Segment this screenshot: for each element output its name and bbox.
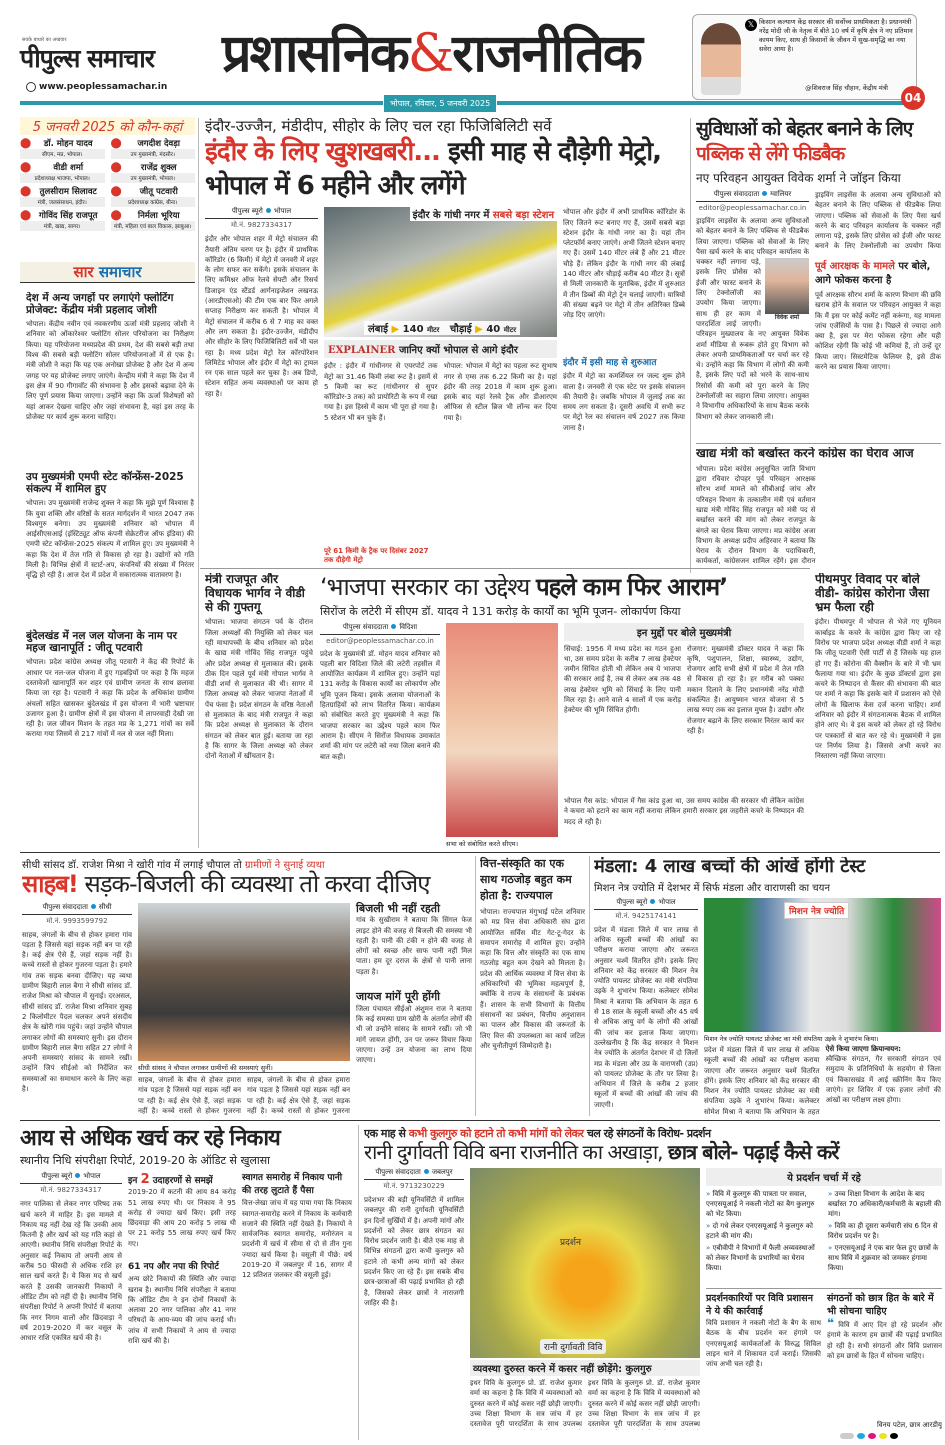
- mandla-right: [704, 898, 941, 1117]
- double-arrow-icon: »: [828, 1222, 833, 1230]
- nikay-story: पीपुल्स ब्यूरो भोपाल मो.नं. 9827334317 नगर पालिका से लेकर नगर परिषद तक खर्च करने में माहिर हैं। इस मामले में निकाय यह नहीं देख रहे कि उनकी आय कितनी है और खर्च को यह गति कहां से आएगी। स्थानीय निधि संपरीक्षा रिपोर्ट के अनुसार कई निकाय तो अपनी आय से करीब 50 फीसदी से अधिक राशि हर साल खर्च करते हैं। ये किस मद से खर्च करते हैं उसकी जानकारी निकायों ने ऑडिट टीम को नहीं दी है। स्थानीय निधि संपरीक्षा रिपोर्ट ने अपनी रिपोर्ट में बताया कि नगर निगम वालों और छिंदवाड़ा ने वर्ष 2019-2020 में कर वसूल के आधार राशि एकत्रित खर्च की है।: [20, 1172, 122, 1343]
- who-where-item: ⬤ गोविंद सिंह राजपूत मंत्री, खाद्य, सागर।: [20, 210, 105, 231]
- mandla-article: [594, 857, 941, 1117]
- mandla-headline: मंडला: 4 लाख बच्चों की आंखें होंगी टेस्ट: [594, 857, 866, 877]
- double-arrow-icon: »: [828, 1244, 833, 1252]
- who-where-item: ⬤ वीडी शर्मा प्रदेशाध्यक्ष भाजपा, भोपाल।: [20, 162, 105, 183]
- quote-text: किसान कल्याण केंद्र सरकार की सर्वोच्च प्राथमिकता है। प्रधानमंत्री नरेंद्र मोदी जी के नेतृत्व में बीते 10 वर्ष में कृषि क्षेत्र ने नए प्रतिमान कायम किए, साथ ही किसानों के जीवन में सुख-समृद्धि का नया सवेरा आया है।: [759, 18, 913, 53]
- who-where-item: ⬤ राजेंद्र शुक्ल उप मुख्यमंत्री, भोपाल।: [111, 162, 196, 183]
- commissioner-figure: [765, 258, 809, 322]
- khadya-headline: खाद्य मंत्री को बर्खास्त करने कांग्रेस का घेराव आज: [696, 447, 914, 460]
- protest-list-title: ये प्रदर्शन चर्चा में रहे: [706, 1168, 942, 1186]
- location-pin-icon: ⬤: [110, 162, 122, 173]
- explainer-banner: EXPLAINER जानिए क्यों भोपाल से आगे इंदौर: [324, 340, 557, 358]
- sidhi-kicker: सीधी सांसद डॉ. राजेश मिश्रा ने खोरी गांव में लगाई चौपाल तो ग्रामीणों ने सुनाई व्यथा: [22, 860, 325, 871]
- globe-icon: [26, 82, 36, 92]
- metro-story: पीपुल्स ब्यूरो भोपाल मो.नं. 9827334317 इंदौर और भोपाल शहर में मेट्रो संचालन की तैयारी अंतिम चरण पर है। इंदौर में प्राथमिक कॉरिडोर (6 किमी) में मेट्रो में जनवरी में शहर के लोग सफर कर सकेंगे। इसके संचालन के लिए कमिश्नर ऑफ रेलवे सेफ्टी और रिसर्च डिजाइन एंड स्टैंडर्ड आर्गनाइजेशन लखनऊ (आरडीएसओ) की टीम एक बार फिर अगले सप्ताह निरीक्षण कर सकती है। भोपाल में मेट्रो संचालन में करीब 6 से 7 माह का वक्त और लग सकता है। इंदौर-उज्जैन, मंडीदीप और सीहोर के लिए फिजिबिलिटी सर्वे भी चल रहा है। मध्य प्रदेश मेट्रो रेल कॉरपोरेशन लिमिटेड भोपाल और इंदौर में मेट्रो का ट्रायल रन एक साल पहले कर चुका है। अब डिपो, स्टेशन सहित अन्य व्यवस्थाओं पर काम हो रहा है।: [205, 207, 318, 398]
- pithampur-story: पीथमपुर विवाद पर बोले वीडी- कांग्रेस कोरोना जैसा भ्रम फैला रही इंदौर। पीथमपुर में भोपाल से भेजे गए यूनियन कार्बाइड के कचरे के कांग्रेस द्वारा किए जा रहे विरोध पर भाजपा प्रदेश अध्यक्ष वीडी शर्मा ने कहा कि जीतू पटवारी ऐसी पार्टी से हैं जिसके यह हाल हो गए हैं। कोरोना की वैक्सीन के बारे में भी भ्रम फैलाया गया था। इंदौर के कुछ डॉक्टर्स द्वारा इस कचरे के निष्पादन से कैंसर की संभावना की बात पर शर्मा ने कहा कि इसके बारे में प्रशासन को ऐसे लोगों के खिलाफ केस दर्ज करना चाहिए। शर्मा शनिवार को इंदौर में संगठनात्मक बैठक में शामिल होने आए थे। वे इस कचरे को लेकर हो रहे विरोध पर पत्रकारों से बात कर रहे थे। मुख्यमंत्री ने इस पर निर्णय लिया है। जिससे अभी कचरे का निस्तारण नहीं किया जाएगा।: [815, 573, 941, 761]
- vc-quote-columns: इधर विवि के कुलगुरु प्रो. डॉ. राजेश कुमार वर्मा का कहना है कि विवि में व्यवस्थाओं को दुरुस्त करने में कोई कसर नहीं छोड़ी जाएगी। उच्च शिक्षा विभाग के सत्र जांच में हर दस्तावेज पूरी पारदर्शिता के साथ उपलब्ध इधर विवि के कुलगुरु प्रो. डॉ. राजेश कुमार वर्मा का कहना है कि विवि में व्यवस्थाओं को दुरुस्त करने में कोई कसर नहीं छोड़ी जाएगी। उच्च शिक्षा विभाग के सत्र जांच में हर दस्तावेज पूरी पारदर्शिता के साथ उपलब्ध: [470, 1379, 700, 1429]
- rdvv-headline: रानी दुर्गावती विवि बना राजनीति का अखाड़ा, छात्र बोले- पढ़ाई कैसे करें: [364, 1140, 839, 1164]
- mandla-sub: मिशन नेत्र ज्योति में देशभर में सिर्फ मंडला और वाराणसी का चयन: [594, 882, 831, 894]
- story-deputy-cm: उप मुख्यमंत्री एमपी स्टेट कॉन्फ्रेंस-2025 संकल्प में शामिल हुए भोपाल। उप मुख्यमंत्री राजेन्द्र शुक्ल ने कहा कि मुझे पूर्ण विश्वास है कि युवा शक्ति और वरिष्ठों के सतत मार्गदर्शन में भारत 2047 तक विश्वगुरु बनेगा। उप मुख्यमंत्री शनिवार को भोपाल में आईसीएसआई (इंस्टिट्यूट ऑफ कंपनी सेक्रेटरीज ऑफ इंडिया) की एमपी स्टेट कॉन्फ्रेंस-2025 संकल्प में शामिल हुए। उप मुख्यमंत्री ने कहा कि देश में तेज गति से विकास हो रहा है। उद्योगों को गति मिली है। विभिन्न क्षेत्रों में स्टार्ट-अप, कंपनियों की संख्या में निरंतर वृद्धि हो रही है। आज देश में प्रदेश में सकारात्मक वातावरण है।: [26, 471, 194, 580]
- quote-mark-icon: ❝: [827, 1318, 835, 1330]
- nikay-examples: इन 2 उदाहरणों से समझें 2019-20 में कटनी की आय 84 करोड़ 51 लाख रुपए थी। पर निकाय ने 95 करोड़ से ज्यादा खर्च किए। इसी तरह छिंदवाड़ा की आय 20 करोड़ 5 लाख थी पर 21 करोड़ 55 लाख रुपए खर्च किए गए। 61 नप और नपा की रिपोर्ट अन्य छोटे निकायों की स्थिति और ज्यादा खराब है। स्थानीय निधि संपरीक्षा ने बताया कि ऑडिट टीम ने इन दोनों निकायों के अलावा 20 नगर पालिका और 41 नगर परिषदों के आय-व्यय की जांच कराई थी। जांच में सभी निकायों ने आय से ज्यादा राशि खर्च की है।: [128, 1172, 236, 1346]
- location-pin-icon: ⬤: [110, 210, 122, 221]
- mandla-story: पीपुल्स ब्यूरो भोपाल मो.नं. 9425174141 प्रदेश में मंडला जिले में चार लाख से अधिक स्कूली बच्चों की आंखों का परीक्षण कराया जाएगा और जरूरत अनुसार चश्में वितरित होंगे। इसके लिए शनिवार को केंद्र सरकार की मिशन नेत्र ज्योति पायलट प्रोजेक्ट का मंत्री संपतिया उइके ने शुभारंभ किया। कलेक्टर सोमेश मिश्रा ने बताया कि अभियान के तहत 6 से 18 साल के स्कूली बच्चों और 45 वर्ष से अधिक आयु वर्ग के लोगों की आंखों की जांच कर इलाज किया जाएगा। उल्लेखनीय है कि केंद्र सरकार ने मिशन नेत्र ज्योति के अंतर्गत देशभर में दो जिलों मप्र के मंडला और उप्र के वाराणसी (उप्र) को पायलट प्रोजेक्ट के तौर पर लिया है। अभियान में जिले के करीब 2 हजार स्कूलों में बच्चों की आंखों की जांच की जाएगी।: [594, 897, 698, 1109]
- metro-dimensions: लंबाई ▶ 140 मीटर चौड़ाई ▶ 40 मीटर: [364, 321, 520, 335]
- who-where-title: 5 जनवरी 2025 को कौन-कहां: [20, 117, 195, 135]
- who-where-item: ⬤ जगदीश देवड़ा उप मुख्यमंत्री, मंदसौर।: [111, 138, 196, 159]
- protest-list-item: » विवि का ही दूसरा कर्मचारी संघ 6 दिन से विरोध प्रदर्शन पर है।: [828, 1222, 938, 1240]
- metro-headline: इंदौर के लिए खुशखबरी... इसी माह से दौड़ेगी मेट्रो, भोपाल में 6 महीने और लगेंगे: [205, 137, 661, 202]
- issues-title: इन मुद्दों पर बोले मुख्यमंत्री: [564, 623, 804, 641]
- double-arrow-icon: »: [706, 1244, 711, 1252]
- bjp-sub: सिरोंज के लटेरी में सीएम डॉ. यादव ने 131 करोड़ के कार्यों का भूमि पूजन- लोकार्पण किया: [320, 604, 681, 618]
- bjp-article: [320, 574, 810, 848]
- left-column-stories: [26, 292, 194, 848]
- mandla-col2: प्रदेश में मंडला जिले में चार लाख से अधिक स्कूली बच्चों की आंखों का परीक्षण कराया जाएगा और जरूरत अनुसार चश्में वितरित होंगे। इसके लिए शनिवार को केंद्र सरकार की मिशन नेत्र ज्योति पायलट प्रोजेक्ट का मंत्री संपतिया उइके ने शुभारंभ किया। कलेक्टर सोमेश मिश्रा ने बताया कि अभियान के तहत: [704, 1046, 820, 1116]
- commissioner-caption: विवेक शर्मा: [774, 314, 800, 321]
- section-title: प्रशासनिक & राजनीतिक: [222, 24, 641, 84]
- bjp-headline: ‘भाजपा सरकार का उद्देश्य पहले काम फिर आराम’: [320, 574, 728, 601]
- metro-note: पूरे 61 किमी के ट्रैक पर दिसंबर 2027 तक दौड़ेगी मेट्रो: [324, 547, 429, 564]
- cm-photo: [446, 623, 558, 837]
- protest-list-item: » उच्च शिक्षा विभाग के आदेश के बाद बर्खास्त 70 अधिकारी/कर्मचारी के बहाली की मांग।: [828, 1190, 942, 1218]
- mission-banner: मिशन नेत्र ज्योति: [784, 902, 849, 919]
- location-pin-icon: ⬤: [110, 138, 122, 149]
- cartoon-tag: प्रदर्शन: [560, 1237, 582, 1248]
- protest-list-item: » दो गधे लेकर एनएसयूआई ने कुलगुरु को हटाने की मांग की।: [706, 1222, 813, 1240]
- who-where-item: ⬤ तुलसीराम सिलावट मंत्री, जलसंसाधन, इंदौर।: [20, 186, 105, 207]
- rajput-story: मंत्री राजपूत और विधायक भार्गव ने वीडी से की गुफ्तगू भोपाल। भाजपा संगठन पर्व के दौरान जिला अध्यक्षों की नियुक्ति को लेकर चल रही माथापच्ची के बीच शनिवार को प्रदेश के खाद्य मंत्री गोविंद सिंह राजपूत पहुंचे और प्रदेश अध्यक्ष से मुलाकात की। इसके ठीक दिन पहले पूर्व मंत्री गोपाल भार्गव ने वीडी शर्मा से मुलाकात की थी। सागर में जिला अध्यक्ष को लेकर भाजपा नेताओं में पेंच फंसा है। प्रदेश संगठन के वरिष्ठ नेताओं से मुलाकात के बाद मंत्री राजपूत ने कहा कि प्रदेश अध्यक्ष से मुलाकात के दौरान संगठन को लेकर बात हुई। बताया जा रहा है कि सागर के जिला अध्यक्ष को लेकर दोनों नेताओं में खींचतान है।: [205, 573, 313, 761]
- location-pin-icon: ⬤: [20, 162, 32, 173]
- location-pin-icon: ⬤: [20, 138, 32, 149]
- quote-author: @शिवराज सिंह चौहान, केंद्रीय मंत्री: [805, 84, 888, 92]
- sidhi-headline: साहब! सड़क-बिजली की व्यवस्था तो करवा दीजिए: [22, 870, 430, 898]
- issues-columns: सिंचाई: 1956 में मध्य प्रदेश का गठन हुआ था, उस समय प्रदेश के करीब 7 लाख हेक्टेयर जमीन सिंचित होती थी लेकिन अब ये भाजपा की सरकार आई है, तब से लेकर अब तक 48 लाख हेक्टेयर भूमि को सिंचाई के लिए पानी मिल रहा है। आने वाले 4 सालों में एक करोड़ हेक्टेयर की भूमि सिंचित होगी। रोजगार: मुख्यमंत्री डॉक्टर यादव ने कहा कि कृषि, पशुपालन, शिक्षा, स्वास्थ्य, उद्योग, रोजगार आदि सभी क्षेत्रों में प्रदेश में तेज गति से विकास हो रहा है। हर गरीब को पक्का मकान दिलाने के लिए प्रधानमंत्री नरेंद्र मोदी संकल्पित हैं। आयुष्मान भारत योजना से 5 लाख रुपए तक का इलाज मुफ्त है। उद्योग और रोजगार बढ़ाने के लिए सरकार निरंतर कार्य कर रही है।: [564, 644, 804, 735]
- sidhi-story: पीपुल्स संवाददाता सीधी मो.नं. 9993599792 साहब, जंगलों के बीच से होकर हमारा गांव पड़ता है जिससे यहां सड़क नहीं बन पा रही है। कई क्षेत्र ऐसे हैं, जहां सड़क नहीं है। कच्चे रास्तों से होकर गुजरना पड़ता है। हमारे गांव तक सड़क बनवा दीजिए। यह व्यथा ग्रामीण बिहारी लाल बैगा ने सीधी सांसद डॉ. राजेश मिश्रा को चौपाल में सुनाई। दरअसल, सीधी सांसद डॉ. राजेश मिश्रा शनिवार सुबह 2 किलोमीटर पैदल चलकर अपने संसदीय क्षेत्र के खोरी गांव पहुंचे। जहां उन्होंने चौपाल लगाकर लोगों की समस्याएं सुनी। इस दौरान ग्रामीण बिहारी लाल बैगा सहित 27 लोगों ने अपनी समस्याएं सांसद के सामने रखीं। उन्होंने जिपं सीईओ को निर्देशित कर समस्याओं का समाधान करने के लिए कहा है।: [22, 902, 132, 1094]
- sidhi-columns: साहब, जंगलों के बीच से होकर हमारा गांव पड़ता है जिससे यहां सड़क नहीं बन पा रही है। कई क्षेत्र ऐसे हैं, जहां सड़क नहीं है। कच्चे रास्तों से होकर गुजरना साहब, जंगलों के बीच से होकर हमारा गांव पड़ता है जिससे यहां सड़क नहीं बन पा रही है। कई क्षेत्र ऐसे हैं, जहां सड़क नहीं है। कच्चे रास्तों से होकर गुजरना: [138, 1076, 350, 1115]
- double-arrow-icon: »: [706, 1222, 711, 1230]
- metro-center: [324, 207, 557, 565]
- feedback-headline: सुविधाओं को बेहतर बनाने के लिए पब्लिक से लेंगे फीडबैक: [696, 118, 913, 165]
- story-nal-jal: बुंदेलखंड में नल जल योजना के नाम पर महज खानापूर्ति : जीतू पटवारी भोपाल। प्रदेश कांग्रेस अध्यक्ष जीतू पटवारी ने केंद्र की रिपोर्ट के आधार पर नल-जल योजना में हुए गड़बड़ियों पर कहा है कि महज दस्तावेजों खानापूर्ति कर शहर एवं ग्रामीण जनता के साथ छलावा किया जा रहा है। पटवारी ने कहा कि प्रदेश के अधिकांश ग्रामीण अंचलों सहित खासकर बुंदेलखंड में इस योजना में भारी भ्रष्टाचार उजागर हुआ है। ग्रामीण क्षेत्रों में इस योजना में लापरवाही देखी जा रही है। जल जीवन मिशन के तहत मप्र के 1,271 गांवों का सर्वे कराया गया जिसमें से 217 गांवों में नल से जल नहीं मिला।: [26, 630, 194, 739]
- double-arrow-icon: »: [828, 1190, 833, 1198]
- location-pin-icon: ⬤: [110, 186, 122, 197]
- sidhi-article: [22, 857, 472, 1117]
- cm-figure: [446, 623, 558, 848]
- who-where-list: [20, 138, 195, 231]
- cm-photo-caption: सभा को संबोधित करते सीएम।: [446, 840, 519, 848]
- nikay-welcome: स्वागत समारोह में निकाय पानी की तरह लुटाते हैं पैसा वित्त-लेखा जांच में यह पाया गया कि निकाय स्वागत-समारोह करने में निकाय के कर्मचारी सजाने की स्थिति नहीं देखते हैं। निकायों ने सार्वजनिक स्वागत समारोह, मनोरंजन व प्रदर्शनी में खर्च में सीमा से दो से तीन गुना ज्यादा खर्च किया है। वसूली में पीछे: वर्ष 2019-20 में जबलपुर में 16, सागर में 12 प्रतिशत जलकर की वसूली हुई।: [242, 1173, 352, 1280]
- sidhi-center: [138, 903, 350, 1117]
- quote-box: [692, 14, 917, 100]
- khadya-article: [696, 447, 941, 565]
- protest-list-item: » एबीवीपी ने विभागों में फैली अव्यवस्थाओं को लेकर विभागों के प्रभारियों का घेराव किया।: [706, 1244, 815, 1272]
- feedback-article: [696, 117, 941, 439]
- metro-train-photo: [324, 207, 557, 337]
- tagline: सवके बाधारे का अखवार: [22, 37, 67, 43]
- student-quote: संगठनों को छात्र हित के बारे में भी सोचना चाहिए ❝ विवि में आए दिन हो रहे प्रदर्शन और हंगामे के कारण हम छात्रों की पढ़ाई प्रभावित हो रही है। सभी संगठनों और विवि प्रशासन को हम छात्रों के हित में सोचना चाहिए। विनय पटेल, छात्र आरडीयू: [827, 1293, 942, 1429]
- mission-photo: [704, 898, 941, 1032]
- chaupal-photo: [138, 903, 350, 1061]
- who-where-item: ⬤ जीतू पटवारी प्रदेशाध्यक्ष कांग्रेस, बीना।: [111, 186, 196, 207]
- rajyapal-story: वित्त-संस्कृति का एक साथ गठजोड़ बहुत कम होता है: राज्यपाल भोपाल। राज्यपाल मंगुभाई पटेल शनिवार को मप्र वित्त सेवा अधिकारी संघ द्वारा आयोजित सर्विस मीट गेट-टू-गेदर के समापन समारोह में शामिल हुए। उन्होंने कहा कि वित्त और संस्कृति का एक साथ गठजोड़ बहुत कम देखने को मिलता है। प्रदेश की आर्थिक व्यवस्था में वित्त सेवा के अधिकारियों की भूमिका महत्वपूर्ण है, क्योंकि वे राज्य के संसाधनों के प्रबंधक हैं। शासन के सभी विभागों के वित्तीय संसाधनों का प्रबंधन, वित्तीय अनुशासन का पालन और विकास की जरूरतों के लिए वित्त की उपलब्धता का कार्य जटिल और चुनौतीपूर्ण जिम्मेदारी है।: [480, 857, 585, 1050]
- who-where-item: ⬤ निर्मला भूरिया मंत्री, महिला एवं बाल विकास, झाबुआ।: [111, 210, 196, 231]
- cartoon-label: रानी दुर्गावती विवि: [540, 1339, 606, 1354]
- bjp-story: पीपुल्स संवाददाता विदिशा editor@peoplessamachar.co.in प्रदेश के मुख्यमंत्री डॉ. मोहन यादव शनिवार को पहली बार विदिशा जिले की लटेरी तहसील में आयोजित कार्यक्रम में शामिल हुए। उन्होंने यहां 131 करोड़ के विकास कार्यों का लोकार्पण और भूमि पूजन किया। इसके अलावा योजनाओं के हितग्राहियों को लाभ वितरित किया। कार्यक्रम को संबोधित करते हुए मुख्यमंत्री ने कहा कि भाजपा सरकार का उद्देश्य पहले काम फिर आराम है। सीएम ने सिरोंज विधायक उमाकांत शर्मा की मांग पर लटेरी को नया जिला बनाने की बात कही।: [320, 622, 440, 761]
- rdvv-kicker: एक माह से कभी कुलगुरु को हटाने तो कभी मांगों को लेकर चल रहे संगठनों के विरोध- प्रदर्शन: [364, 1127, 711, 1140]
- mission-caption: मिशन नेत्र ज्योति पायलट प्रोजेक्ट का मंत्री संपतिया उइके ने शुभारंभ किया।: [704, 1035, 879, 1043]
- location-pin-icon: ⬤: [20, 210, 32, 221]
- protest-list-item: » विवि में कुलगुरु की पात्रता पर सवाल, एनएसयूआई ने नकली नोटों का बैग कुलगुरु को भेंट किया।: [706, 1190, 815, 1218]
- protest-list: [706, 1189, 942, 1285]
- dateline: भोपाल, रविवार, 5 जनवरी 2025: [383, 94, 497, 113]
- metro-kicker: इंदौर-उज्जैन, मंडीदीप, सीहोर के लिए चल रहा फिजिबिलिटी सर्वे: [205, 118, 552, 135]
- saar-title: सार समाचार: [20, 262, 195, 283]
- rdvv-article: [364, 1126, 942, 1430]
- commissioner-photo: [765, 258, 809, 314]
- double-arrow-icon: »: [706, 1190, 711, 1198]
- who-where-item: ⬤ डॉ. मोहन यादव सीएम, मप्र, भोपाल।: [20, 138, 105, 159]
- metro-article: [205, 118, 685, 565]
- rdvv-center: [470, 1168, 700, 1430]
- feedback-sub: नए परिवहन आयुक्त विवेक शर्मा ने जॉइन किया: [696, 171, 901, 185]
- minister-photo: [701, 23, 741, 95]
- website-link[interactable]: www.peoplessamachar.in: [26, 82, 167, 92]
- mandla-side: ऐसे किया जाएगा क्रियान्वयन: स्वैच्छिक संगठन, गैर सरकारी संगठन एवं समुदाय के प्रतिनिधियों के सहयोग से जिला एवं विकासखंड में आई स्क्रीनिंग कैंप किए जाएंगे। हर शिविर में एक हजार लोगों की आंखों का परीक्षण लक्ष्य होगा।: [825, 1045, 941, 1105]
- metro-photo-head: इंदौर के गांधी नगर में सबसे बड़ा स्टेशन: [410, 207, 557, 221]
- action-story: प्रदर्शनकारियों पर विवि प्रशासन ने ये की कार्रवाई विवि प्रशासन ने नकली नोटों के बैग के साथ बैठक के बीच प्रदर्शन कर हंगामे पर एनएसयूआई कार्यकर्ताओं के विरुद्ध सिविल लाइन थाने में शिकायत दर्ज कराई। जिसकी जांच अभी चल रही है।: [706, 1293, 821, 1369]
- color-registration-marks: [840, 1433, 898, 1439]
- cartoon: [470, 1168, 700, 1358]
- explainer-columns: इंदौर : इंदौर में गांधीनगर से एयरपोर्ट तक मेट्रो का 31.46 किमी लंबा रूट है। इसमें से 5 किमी का रूट (गांधीनगर से सुपर कॉरिडोर-3 तक) को प्रायोरिटी के रूप में रखा गया है। इस हिस्से में काम भी पूरा हो गया है। 5 स्टेशन भी बन चुके हैं। पूरे 61 किमी के ट्रैक पर दिसंबर 2027 तक दौड़ेगी मेट्रो भोपाल: भोपाल में मेट्रो का पहला रूट सुभाष नगर से एम्स तक 6.22 किमी का है। यहां इंदौर की तरह 2018 में काम शुरू हुआ। इसके बाद यहां रेलवे ट्रैक और डीआरएम ऑफिस से स्टील ब्रिज भी लॉन्च कर दिया गया है।: [324, 362, 557, 564]
- feedback-story-2: ड्राइविंग लाइसेंस के अलावा अन्य सुविधाओं को बेहतर बनाने के लिए पब्लिक से फीडबैक लिया जाएगा। पब्लिक को सेवाओं के लिए पैसा खर्च करने के बाद परिवहन कार्यालय के चक्कर नहीं लगाना पड़े, इसके लिए प्रोसेस को ईजी और फास्ट बनाने के लिए टेक्नोलॉजी का उपयोग किया पूर्व आरक्षक के मामले पर बोले, आगे फोकस करना है पूर्व आरक्षक सौरभ शर्मा के कारण विभाग की छवि खराब होने के सवाल पर परिवहन आयुक्त ने कहा कि मैं इस पर कोई कमेंट नहीं करूंगा, यह मामला जांच एजेंसियों के पास है। पिछले से ज्यादा आगे क्या है, इस पर मेरा फोकस रहेगा और यही कोशिश रहेगी कि कोई भी कमियां हैं, तो उन्हें दूर किया जाए। सिस्टमेटिक फेलियर है, इसे ठीक करने का प्रयास किया जाएगा।: [815, 191, 941, 372]
- nikay-article: [20, 1126, 354, 1440]
- issues: [564, 623, 804, 848]
- x-icon: 𝕏: [745, 19, 757, 31]
- protest-list-item: » एनएसयूआई ने एक बार फेल हुए छात्रों के साथ विवि में शुक्रवार को जमकर हंगामा किया।: [828, 1244, 939, 1272]
- nikay-sub: स्थानीय निधि संपरीक्षा रिपोर्ट, 2019-20 के ऑडिट से खुलासा: [20, 1154, 271, 1168]
- sidhi-side: बिजली भी नहीं रहती गांव के सुखीराम ने बताया कि सिंगल फेज लाइट होने की वजह से बिजली की समस्या भी रहती है। पानी की टंकी न होने की वजह से लोगों को स्वच्छ और साफ पानी नहीं मिल पाता। हम दूर दराज के क्षेत्रों से पानी लाना पड़ता है। जायज मांगें पूरी होंगी जिला पंचायत सीईओ अंशुमन राज ने बताया कि कई समस्या ग्राम खोरी के अंतर्गत लोगों की थी जो उन्होंने सांसद के सामने रखीं। जो भी मांगें जायज होंगी, उन पर जरूर विचार किया जाएगा। उन्हें उन योजना का लाभ दिया जाएगा।: [356, 901, 472, 1065]
- rdvv-story: पीपुल्स संवाददाता जबलपुर मो.नं. 9713230229 प्रदेशभर की बड़ी यूनिवर्सिटी में शामिल जबलपुर की रानी दुर्गावती यूनिवर्सिटी इन दिनों सुर्खियों में है। अपनी मांगों और प्रदर्शनों को लेकर छात्र संगठन का विरोध प्रदर्शन जारी है। बीते एक माह से विभिन्न संगठनों द्वारा कभी कुलगुरु को हटाने तो कभी अन्य मांगों को लेकर प्रदर्शन किए जा रहे हैं। इस सबके बीच छात्र-छात्राओं की पढ़ाई प्रभावित हो रही है, जिसको लेकर छात्रों ने नाराजगी जाहिर की है।: [364, 1168, 464, 1307]
- khadya-story: भोपाल। प्रदेश कांग्रेस अनुसूचित जाति विभाग द्वारा रविवार दोपहर पूर्व परिवहन आरक्षक सौरभ शर्मा मामले को सीबीआई जांच और परिवहन विभाग के तत्कालीन मंत्री एवं वर्तमान खाद्य मंत्री गोविंद सिंह राजपूत को मंत्री पद से बर्खास्त करने की मांग को लेकर राजपूत के बंगले का घेराव किया जाएगा। मप्र कांग्रेस अजा विभाग के अध्यक्ष प्रदीप अहिरवार ने बताया कि घेराव के दौरान विभाग के पदाधिकारी, कार्यकर्ता, कांग्रेसजन शामिल रहेंगे। इस दौरान: [696, 464, 816, 565]
- logo: पीपुल्स समाचार: [20, 44, 154, 73]
- vc-quote-head: व्यवस्था दुरुस्त करने में कसर नहीं छोड़ेंगे: कुलगुरु: [470, 1360, 700, 1376]
- nikay-headline: आय से अधिक खर्च कर रहे निकाय: [20, 1126, 280, 1151]
- feedback-story: पीपुल्स संवाददाता ग्वालियर editor@peoplessamachar.co.in विवेक शर्मा ड्राइविंग लाइसेंस के अलावा अन्य सुविधाओं को बेहतर बनाने के लिए पब्लिक से फीडबैक लिया जाएगा। पब्लिक को सेवाओं के लिए पैसा खर्च करने के बाद परिवहन कार्यालय के चक्कर नहीं लगाना पड़े, इसके लिए प्रोसेस को ईजी और फास्ट बनाने के लिए टेक्नोलॉजी का उपयोग किया जाएगा। साथ ही हर काम में पारदर्शिता लाई जाएगी। परिवहन मुख्यालय के नए आयुक्त विवेक शर्मा मीडिया से रूबरू होते हुए विभाग को लेकर अपनी प्राथमिकताओं पर चर्चा कर रहे थे। उन्होंने कहा कि विभाग में लोगों की कमी है, इसके लिए पदों को भरने के साथ-साथ रिसोर्स की कमी को पूरा करने के लिए टेक्नोलॉजी का सहारा लिया जाएगा। आयुक्त ने विभागीय अधिकारियों के साथ बैठक करके विभाग को लेकर जानकारी ली।: [696, 190, 809, 421]
- chaupal-caption: सीधी सांसद ने चौपाल लगाकर ग्रामीणों की समस्याएं सुनीं।: [138, 1063, 350, 1073]
- rdvv-right: [706, 1168, 942, 1430]
- story-floating-solar: देश में अन्य जगहों पर लगाएंगे फ्लोटिंग प्रोजेक्ट: केंद्रीय मंत्री प्रहलाद जोशी भोपाल। केंद्रीय नवीन एवं नवकरणीय ऊर्जा मंत्री प्रहलाद जोशी ने शनिवार को ओंकारेश्वर फ्लोटिंग सोलर परियोजना का निरीक्षण किया। यह परियोजना मध्यप्रदेश की प्रथम, देश की सबसे बड़ी तथा विश्व की सबसे बड़ी फ्लोटिंग सोलर परियोजनाओं में से एक है। मंत्री जोशी ने कहा कि यह एक अनोखा प्रोजेक्ट है और देश में अन्य जगह पर यह प्रोजेक्ट लगाए जाएंगे। केन्द्रीय मंत्री ने कहा कि देश में इस क्षेत्र में 90 गीगावॉट की संभावना है और इसको बढ़ावा देने के लिए पूर्ण प्रयास किया जाएगा। उन्होंने कहा कि ऊर्जा विशेषज्ञों को यहां आकर देखना चाहिए और जहां संभावना है, वहां इस तरह के प्रोजेक्ट पर कार्य शुरू करना चाहिए।: [26, 292, 194, 421]
- page-number: 04: [901, 86, 925, 110]
- issue-gas: भोपाल गैस कांड: भोपाल में गैस कांड हुआ था, उस समय कांग्रेस की सरकार थी लेकिन कांग्रेस ने कचरा को हटाने का काम नहीं कराया लेकिन हमारी सरकार इस जहरीले कचरे के निष्पादन की मदद ले रही है।: [564, 797, 804, 826]
- metro-side: भोपाल और इंदौर में अभी प्राथमिक कॉरिडोर के लिए जितने रूट बनाए गए हैं, उसमें सबसे बड़ा स्टेशन इंदौर के गांधी नगर का है। यहां तीन प्लेटफॉर्म बनाए जाएंगे। अभी जितने स्टेशन बनाए गए हैं। उसमें 140 मीटर लंबे हैं और 21 मीटर चौड़े हैं। लेकिन इंदौर के गांधी नगर की लंबाई 140 मीटर और चौड़ाई करीब 40 मीटर है। सूत्रों से मिली जानकारी के मुताबिक, इंदौर में शुरुआत में तीन डिब्बों की मेट्रो ट्रेन चलाई जाएगी। यात्रियों की संख्या बढ़ने पर मेट्रो में तीन अतिरिक्त डिब्बे जोड़ दिए जाएंगे। इंदौर में इसी माह से शुरुआत इंदौर में मेट्रो का कमर्शियल रन जल्द शुरू होने वाला है। जनवरी से एक स्टेट पर इसके संचालन की तैयारी है। जबकि भोपाल में जुलाई तक का समय लग सकता है। दूसरी अवधि में सभी रूट पर मेट्रो रेल का संचालन वर्ष 2027 तक किया जाना है।: [563, 208, 685, 432]
- location-pin-icon: ⬤: [20, 186, 32, 197]
